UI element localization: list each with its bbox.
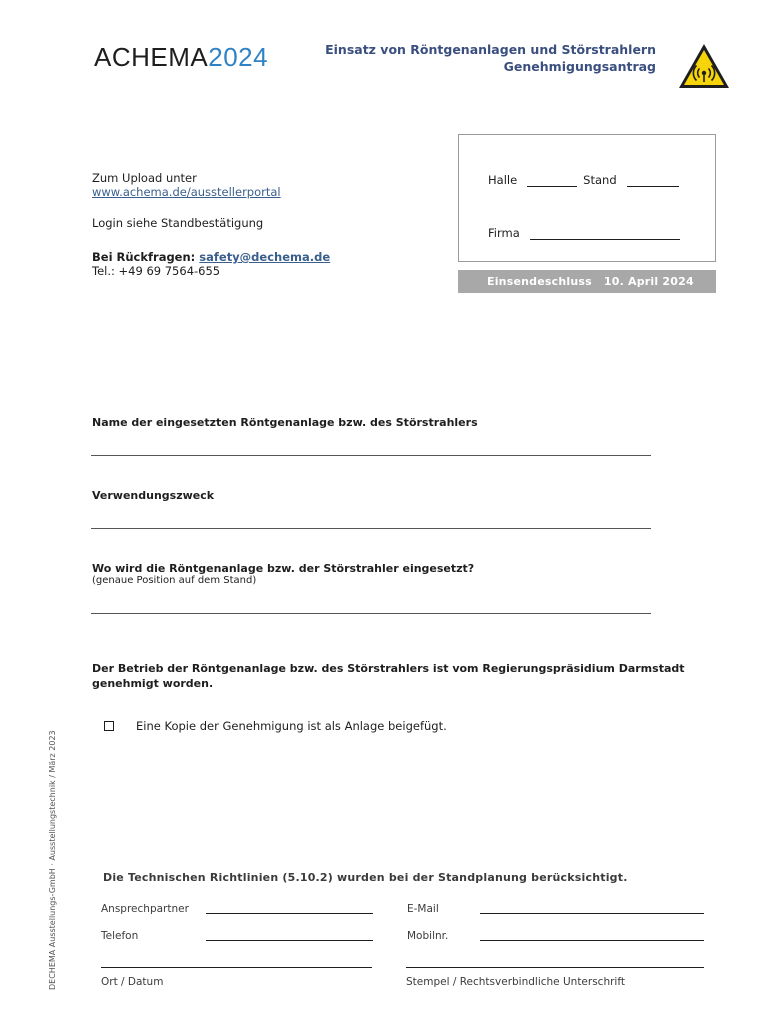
place-date-label: Ort / Datum [101,976,164,988]
copy-attached-checkbox[interactable] [104,721,114,731]
question-location: Wo wird die Röntgenanlage bzw. der Störstrahler eingesetzt? [92,562,475,575]
halle-stand-row [488,173,679,187]
answer-line-device-name[interactable] [91,455,651,456]
question-purpose: Verwendungszweck [92,489,215,502]
answer-line-purpose[interactable] [91,528,651,529]
halle-field[interactable] [527,175,577,187]
stand-field[interactable] [627,175,679,187]
achema-logo [94,42,268,72]
contact-person-field[interactable] [206,913,373,914]
title-line-2: Genehmigungsantrag [503,59,656,74]
upload-link[interactable]: www.achema.de/ausstellerportal [92,185,281,199]
questions-line [92,250,330,264]
deadline-date: 10. April 2024 [603,275,694,288]
title-line-1: Einsatz von Röntgenanlagen und Störstrahlern [325,42,656,57]
questions-label: Bei Rückfragen: [92,250,200,264]
contact-person-label: Ansprechpartner [101,903,189,915]
firma-row [488,226,680,240]
logo-text: ACHEMA [94,41,209,72]
mobile-label: Mobilnr. [407,930,449,942]
stand-info-box [458,134,716,262]
guidelines-note: Die Technischen Richtlinien (5.10.2) wurden bei der Standplanung berücksichtigt. [103,871,628,884]
signature-field[interactable] [406,967,704,968]
email-field[interactable] [480,913,704,914]
firma-field[interactable] [530,228,680,240]
logo-year: 2024 [208,41,269,72]
contact-info [92,171,330,278]
phone-number: Tel.: +49 69 7564-655 [92,264,221,278]
document-title [325,41,656,75]
phone-label: Telefon [101,930,139,942]
approval-line-2: genehmigt worden. [92,677,214,690]
question-location-hint: (genaue Position auf dem Stand) [92,575,257,586]
safety-email-link[interactable]: safety@dechema.de [199,250,331,264]
answer-line-location[interactable] [91,613,651,614]
copy-attached-label: Eine Kopie der Genehmigung ist als Anlage beigefügt. [136,719,447,733]
login-note: Login siehe Standbestätigung [92,216,264,230]
copy-attached-option[interactable] [104,719,447,733]
deadline-label: Einsendeschluss [487,275,592,288]
email-label: E-Mail [407,903,439,915]
stand-label: Stand [583,173,617,187]
side-note: DECHEMA Ausstellungs-GmbH · Ausstellungstechnik / März 2023 [48,730,57,990]
radiation-warning-icon [677,42,731,90]
approval-line-1: Der Betrieb der Röntgenanlage bzw. des Störstrahlers ist vom Regierungspräsidium Darmstadt [92,662,685,675]
question-device-name: Name der eingesetzten Röntgenanlage bzw. des Störstrahlers [92,416,478,429]
approval-statement [92,661,685,691]
phone-field[interactable] [206,940,373,941]
firma-label: Firma [488,226,520,240]
deadline-banner [458,270,716,293]
signature-label: Stempel / Rechtsverbindliche Unterschrift [406,976,625,988]
mobile-field[interactable] [480,940,704,941]
halle-label: Halle [488,173,518,187]
place-date-field[interactable] [101,967,372,968]
upload-label: Zum Upload unter [92,171,197,185]
